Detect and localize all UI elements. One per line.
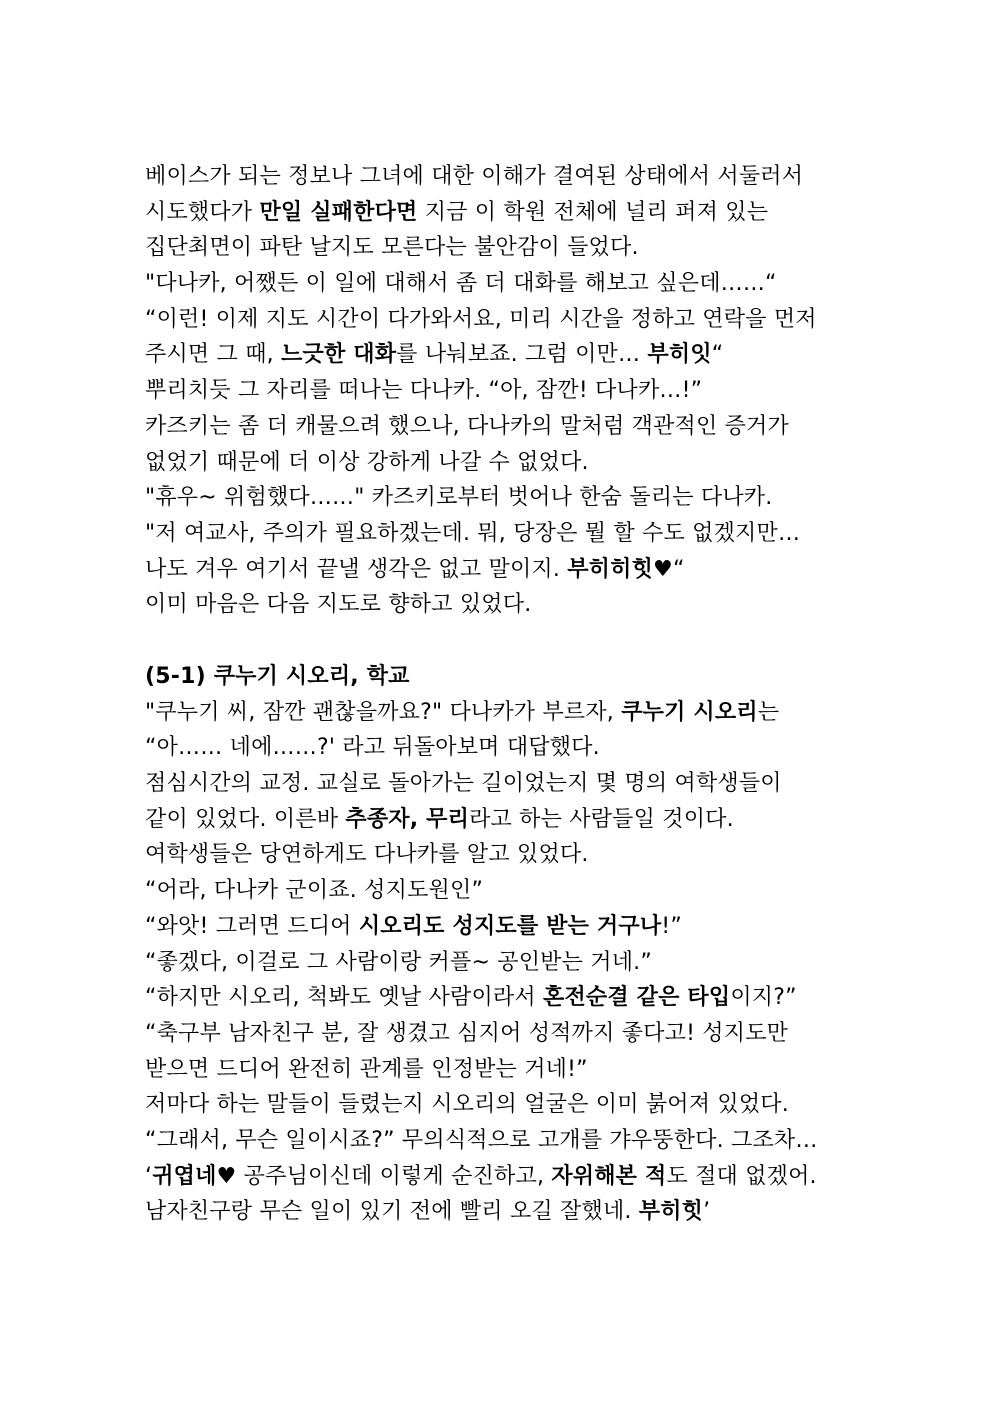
text-line — [145, 695, 865, 731]
emphasis-text: 부히히힛♥ — [567, 556, 673, 582]
text-span: 카즈키는 좀 더 캐물으려 했으나, 다나카의 말처럼 객관적인 증거가 — [145, 413, 789, 439]
text-line — [145, 445, 865, 481]
text-span: “그래서, 무슨 일이시죠?” 무의식적으로 고개를 갸우뚱한다. 그조차… — [145, 1127, 818, 1153]
text-span: 뿌리치듯 그 자리를 떠나는 다나카. “아, 잠깐! 다나카…!” — [145, 378, 703, 404]
text-span: 이지?” — [730, 985, 797, 1011]
text-span: “와앗! 그러면 드디어 — [145, 913, 359, 939]
text-span: "다나카, 어쨌든 이 일에 대해서 좀 더 대화를 해보고 싶은데……“ — [145, 271, 777, 297]
text-span: 받으면 드디어 완전히 관계를 인정받는 거네!” — [145, 1056, 588, 1082]
emphasis-text: 만일 실패한다면 — [259, 199, 418, 225]
text-span: "휴우~ 위험했다……" 카즈키로부터 벗어나 한숨 돌리는 다나카. — [145, 485, 773, 511]
text-line — [145, 337, 865, 373]
text-span: "저 여교사, 주의가 필요하겠는데. 뭐, 당장은 뭘 할 수도 없겠지만… — [145, 520, 801, 546]
emphasis-text: 쿠누기 시오리 — [621, 699, 758, 725]
emphasis-text: 시오리도 성지도를 받는 거구나 — [358, 913, 662, 939]
text-line — [145, 230, 865, 266]
text-span: 남자친구랑 무슨 일이 있기 전에 빨리 오길 잘했네. — [145, 1199, 639, 1225]
text-span: “하지만 시오리, 척봐도 옛날 사람이라서 — [145, 985, 543, 1011]
text-line — [145, 1052, 865, 1088]
section-heading: (5-1) 쿠누기 시오리, 학교 — [145, 664, 410, 689]
text-span: “ — [672, 556, 685, 582]
text-line — [145, 552, 865, 588]
text-line — [145, 873, 865, 909]
text-span: 집단최면이 파탄 날지도 모른다는 불안감이 들었다. — [145, 235, 639, 261]
emphasis-text: 혼전순결 같은 타입 — [543, 985, 731, 1011]
text-line — [145, 802, 865, 838]
text-line — [145, 1159, 865, 1195]
text-line — [145, 480, 865, 516]
text-span: 라고 하는 사람들일 것이다. — [469, 806, 734, 832]
text-span: 지금 이 학원 전체에 널리 퍼져 있는 — [417, 199, 769, 225]
text-span: 도 절대 없겠어. — [666, 1163, 817, 1189]
text-span: !” — [661, 913, 682, 939]
text-span: 저마다 하는 말들이 들렸는지 시오리의 얼굴은 이미 붉어져 있었다. — [145, 1092, 789, 1118]
emphasis-text: 귀엽네♥ — [152, 1163, 237, 1189]
text-span: ’ — [703, 1199, 711, 1225]
text-span: 같이 있었다. 이른바 — [145, 806, 346, 832]
text-span: 나도 겨우 여기서 끝낼 생각은 없고 말이지. — [145, 556, 568, 582]
emphasis-text: 자위해본 적 — [551, 1163, 667, 1189]
text-span: ‘ — [145, 1163, 153, 1189]
paragraph-block-2 — [145, 659, 865, 1230]
text-line — [145, 1123, 865, 1159]
emphasis-text: 추종자, 무리 — [345, 806, 470, 832]
text-line — [145, 1087, 865, 1123]
text-span: “ — [711, 342, 724, 368]
text-line — [145, 587, 865, 623]
text-span: 여학생들은 당연하게도 다나카를 알고 있었다. — [145, 842, 589, 868]
text-span: 이미 마음은 다음 지도로 향하고 있었다. — [145, 592, 532, 618]
text-span: “아…… 네에……?' 라고 뒤돌아보며 대답했다. — [145, 735, 600, 761]
text-line — [145, 766, 865, 802]
text-span: “축구부 남자친구 분, 잘 생겼고 심지어 성적까지 좋다고! 성지도만 — [145, 1020, 789, 1046]
text-span: "쿠누기 씨, 잠깐 괜찮을까요?" 다나카가 부르자, — [145, 699, 622, 725]
text-line — [145, 837, 865, 873]
text-line — [145, 409, 865, 445]
text-line — [145, 159, 865, 195]
text-line — [145, 302, 865, 338]
text-line — [145, 516, 865, 552]
text-span: “좋겠다, 이걸로 그 사람이랑 커플~ 공인받는 거네.” — [145, 949, 652, 975]
emphasis-text: 느긋한 대화 — [281, 342, 397, 368]
text-span: 주시면 그 때, — [145, 342, 282, 368]
text-line — [145, 266, 865, 302]
paragraph-block-1 — [145, 159, 865, 623]
text-line — [145, 1194, 865, 1230]
text-span: “어라, 다나카 군이죠. 성지도원인” — [145, 878, 484, 904]
text-span: 공주님이신데 이렇게 순진하고, — [236, 1163, 552, 1189]
text-line — [145, 195, 865, 231]
text-line — [145, 1016, 865, 1052]
text-line — [145, 373, 865, 409]
emphasis-text: 부히힛 — [638, 1199, 704, 1225]
text-span: “이런! 이제 지도 시간이 다가와서요, 미리 시간을 정하고 연락을 먼저 — [145, 306, 817, 332]
text-span: 베이스가 되는 정보나 그녀에 대한 이해가 결여된 상태에서 서둘러서 — [145, 164, 804, 189]
text-span: 없었기 때문에 더 이상 강하게 나갈 수 없었다. — [145, 449, 589, 475]
text-line — [145, 945, 865, 981]
text-span: 는 — [757, 699, 780, 725]
text-line — [145, 730, 865, 766]
emphasis-text: 부히잇 — [647, 342, 712, 368]
text-span: 를 나눠보죠. 그럼 이만… — [396, 342, 648, 368]
text-line — [145, 909, 865, 945]
text-span: 점심시간의 교정. 교실로 돌아가는 길이었는지 몇 명의 여학생들이 — [145, 771, 782, 797]
text-span: 시도했다가 — [145, 199, 260, 225]
text-line — [145, 980, 865, 1016]
